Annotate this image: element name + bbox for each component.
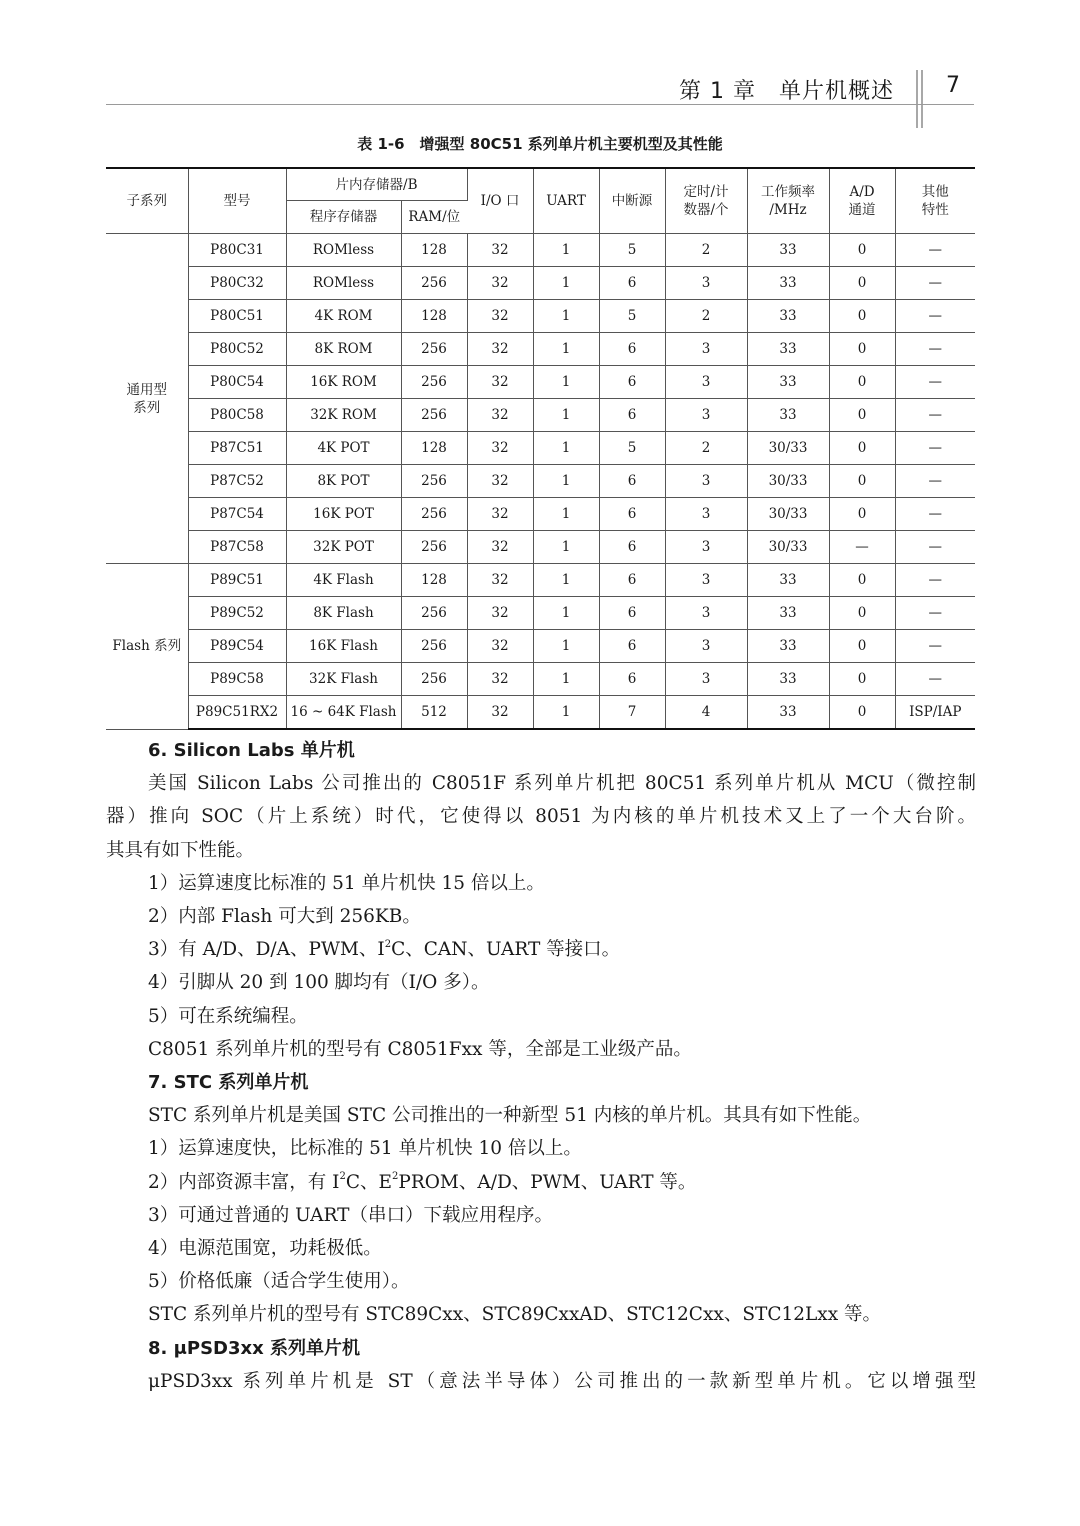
cell-ad: 0 — [829, 267, 895, 300]
text-segment: 2）内部资源丰富，有 I — [148, 1171, 340, 1193]
cell-ram: 128 — [401, 432, 467, 465]
paragraph-line: 其具有如下性能。 — [106, 839, 255, 861]
cell-program-memory: 16K Flash — [286, 630, 401, 663]
cell-ad: 0 — [829, 696, 895, 730]
header-subseries: 子系列 — [106, 168, 188, 234]
cell-model: P87C51 — [188, 432, 286, 465]
text-segment: C、CAN、UART 等接口。 — [391, 939, 621, 961]
list-item: 3）可通过普通的 UART（串口）下载应用程序。 — [148, 1204, 553, 1226]
list-item: 4）电源范围宽，功耗极低。 — [148, 1238, 382, 1260]
cell-program-memory: ROMless — [286, 267, 401, 300]
cell-ram: 256 — [401, 597, 467, 630]
body-text — [106, 734, 976, 1398]
header-interrupts: 中断源 — [599, 168, 665, 234]
cell-ram: 256 — [401, 498, 467, 531]
table-row — [106, 597, 975, 630]
cell-io: 32 — [467, 630, 533, 663]
cell-ad: — — [829, 531, 895, 564]
paragraph: STC 系列单片机的型号有 STC89Cxx、STC89CxxAD、STC12Cxx、STC12Lxx 等。 — [148, 1304, 882, 1326]
cell-interrupts: 6 — [599, 267, 665, 300]
cell-ram: 128 — [401, 300, 467, 333]
cell-io: 32 — [467, 531, 533, 564]
table-row — [106, 498, 975, 531]
cell-interrupts: 6 — [599, 663, 665, 696]
table-caption: 表 1-6 增强型 80C51 系列单片机主要机型及其性能 — [357, 135, 723, 153]
cell-frequency: 33 — [747, 300, 829, 333]
cell-io: 32 — [467, 564, 533, 597]
paragraph-line: 器）推向 SOC（片上系统）时代，它使得以 8051 为内核的单片机技术又上了一个大台阶。 — [106, 806, 976, 828]
cell-ram: 256 — [401, 333, 467, 366]
cell-io: 32 — [467, 267, 533, 300]
cell-uart: 1 — [533, 564, 599, 597]
list-item: 4）引脚从 20 到 100 脚均有（I/O 多）。 — [148, 972, 490, 994]
cell-uart: 1 — [533, 300, 599, 333]
cell-io: 32 — [467, 597, 533, 630]
header-memory: 片内存储器/B — [286, 168, 467, 201]
cell-timers: 3 — [665, 597, 747, 630]
cell-timers: 3 — [665, 531, 747, 564]
cell-other: — — [895, 432, 975, 465]
header-other: 其他 特性 — [895, 168, 975, 234]
cell-timers: 3 — [665, 399, 747, 432]
cell-timers: 3 — [665, 333, 747, 366]
cell-frequency: 33 — [747, 630, 829, 663]
spec-table — [106, 167, 975, 730]
cell-model: P80C54 — [188, 366, 286, 399]
cell-other: ISP/IAP — [895, 696, 975, 730]
table-row — [106, 267, 975, 300]
header-frequency: 工作频率 /MHz — [747, 168, 829, 234]
cell-io: 32 — [467, 399, 533, 432]
cell-ram: 256 — [401, 366, 467, 399]
cell-ad: 0 — [829, 498, 895, 531]
cell-other: — — [895, 663, 975, 696]
cell-ad: 0 — [829, 465, 895, 498]
paragraph-line: 美国 Silicon Labs 公司推出的 C8051F 系列单片机把 80C51 系列单片机从 MCU（微控制 — [148, 773, 976, 795]
header-io: I/O 口 — [467, 168, 533, 234]
cell-ram: 256 — [401, 399, 467, 432]
cell-ram: 256 — [401, 663, 467, 696]
cell-ram: 256 — [401, 267, 467, 300]
cell-other: — — [895, 366, 975, 399]
cell-frequency: 33 — [747, 564, 829, 597]
paragraph: STC 系列单片机是美国 STC 公司推出的一种新型 51 内核的单片机。其具有如下性能。 — [148, 1105, 872, 1127]
cell-uart: 1 — [533, 267, 599, 300]
cell-frequency: 33 — [747, 663, 829, 696]
cell-subseries: 通用型 系列 — [106, 234, 188, 564]
cell-other: — — [895, 333, 975, 366]
cell-program-memory: 8K ROM — [286, 333, 401, 366]
cell-uart: 1 — [533, 234, 599, 267]
cell-io: 32 — [467, 663, 533, 696]
cell-other: — — [895, 267, 975, 300]
cell-uart: 1 — [533, 531, 599, 564]
cell-uart: 1 — [533, 663, 599, 696]
cell-ad: 0 — [829, 597, 895, 630]
table-row — [106, 564, 975, 597]
cell-model: P87C54 — [188, 498, 286, 531]
cell-uart: 1 — [533, 597, 599, 630]
cell-other: — — [895, 399, 975, 432]
cell-frequency: 33 — [747, 234, 829, 267]
cell-timers: 3 — [665, 366, 747, 399]
cell-io: 32 — [467, 300, 533, 333]
paragraph-line: μPSD3xx 系列单片机是 ST（意法半导体）公司推出的一款新型单片机。它以增强型 — [148, 1370, 976, 1392]
cell-interrupts: 5 — [599, 300, 665, 333]
cell-model: P89C52 — [188, 597, 286, 630]
cell-program-memory: 16K POT — [286, 498, 401, 531]
table-row — [106, 366, 975, 399]
cell-program-memory: 32K ROM — [286, 399, 401, 432]
cell-timers: 2 — [665, 432, 747, 465]
cell-timers: 3 — [665, 663, 747, 696]
cell-program-memory: 16K ROM — [286, 366, 401, 399]
cell-io: 32 — [467, 696, 533, 730]
cell-interrupts: 5 — [599, 432, 665, 465]
cell-frequency: 30/33 — [747, 531, 829, 564]
cell-program-memory: 4K Flash — [286, 564, 401, 597]
cell-uart: 1 — [533, 333, 599, 366]
cell-ad: 0 — [829, 564, 895, 597]
cell-model: P80C51 — [188, 300, 286, 333]
cell-ad: 0 — [829, 663, 895, 696]
cell-uart: 1 — [533, 432, 599, 465]
header-model: 型号 — [188, 168, 286, 234]
cell-timers: 2 — [665, 300, 747, 333]
cell-timers: 2 — [665, 234, 747, 267]
cell-program-memory: ROMless — [286, 234, 401, 267]
page-number: 7 — [946, 73, 960, 98]
cell-interrupts: 6 — [599, 333, 665, 366]
cell-other: — — [895, 630, 975, 663]
cell-program-memory: 16 ~ 64K Flash — [286, 696, 401, 730]
list-item: 1）运算速度比标准的 51 单片机快 15 倍以上。 — [148, 872, 545, 894]
list-item: 2）内部 Flash 可大到 256KB。 — [148, 906, 421, 928]
cell-interrupts: 6 — [599, 399, 665, 432]
list-item: 1）运算速度快，比标准的 51 单片机快 10 倍以上。 — [148, 1138, 582, 1160]
text-segment: PROM、A/D、PWM、UART 等。 — [398, 1171, 697, 1193]
cell-interrupts: 6 — [599, 498, 665, 531]
cell-program-memory: 8K POT — [286, 465, 401, 498]
header-timers: 定时/计 数器/个 — [665, 168, 747, 234]
cell-other: — — [895, 300, 975, 333]
cell-interrupts: 5 — [599, 234, 665, 267]
cell-interrupts: 7 — [599, 696, 665, 730]
cell-ad: 0 — [829, 630, 895, 663]
cell-interrupts: 6 — [599, 564, 665, 597]
table-row — [106, 300, 975, 333]
cell-frequency: 33 — [747, 333, 829, 366]
table-header-row — [106, 168, 975, 201]
header-ad: A/D 通道 — [829, 168, 895, 234]
cell-frequency: 33 — [747, 267, 829, 300]
table-row — [106, 663, 975, 696]
cell-io: 32 — [467, 333, 533, 366]
cell-timers: 3 — [665, 564, 747, 597]
cell-ram: 256 — [401, 531, 467, 564]
text-segment: C、E — [345, 1171, 393, 1193]
superscript: 2 — [392, 1171, 399, 1183]
paragraph: C8051 系列单片机的型号有 C8051Fxx 等，全部是工业级产品。 — [148, 1038, 692, 1060]
header-divider-bars — [916, 70, 924, 128]
cell-ad: 0 — [829, 234, 895, 267]
list-item — [106, 933, 976, 966]
cell-model: P89C58 — [188, 663, 286, 696]
cell-uart: 1 — [533, 696, 599, 730]
cell-program-memory: 32K Flash — [286, 663, 401, 696]
superscript: 2 — [384, 939, 392, 951]
cell-program-memory: 8K Flash — [286, 597, 401, 630]
cell-ram: 256 — [401, 465, 467, 498]
header-ram: RAM/位 — [401, 201, 467, 234]
cell-timers: 4 — [665, 696, 747, 730]
cell-frequency: 30/33 — [747, 465, 829, 498]
cell-interrupts: 6 — [599, 465, 665, 498]
cell-other: — — [895, 498, 975, 531]
table-row — [106, 630, 975, 663]
cell-interrupts: 6 — [599, 597, 665, 630]
list-item — [106, 1166, 976, 1199]
cell-model: P87C52 — [188, 465, 286, 498]
cell-uart: 1 — [533, 498, 599, 531]
header-program-memory: 程序存储器 — [286, 201, 401, 234]
superscript: 2 — [339, 1171, 346, 1183]
cell-model: P89C51 — [188, 564, 286, 597]
cell-timers: 3 — [665, 465, 747, 498]
cell-model: P89C51RX2 — [188, 696, 286, 730]
table-body — [106, 234, 975, 730]
cell-frequency: 33 — [747, 366, 829, 399]
cell-interrupts: 6 — [599, 531, 665, 564]
cell-io: 32 — [467, 366, 533, 399]
cell-other: — — [895, 465, 975, 498]
cell-frequency: 30/33 — [747, 432, 829, 465]
cell-ad: 0 — [829, 300, 895, 333]
cell-timers: 3 — [665, 267, 747, 300]
cell-frequency: 33 — [747, 696, 829, 730]
cell-io: 32 — [467, 465, 533, 498]
section-heading-silicon-labs: 6. Silicon Labs 单片机 — [148, 740, 355, 761]
section-heading-stc: 7. STC 系列单片机 — [148, 1072, 309, 1094]
cell-model: P87C58 — [188, 531, 286, 564]
cell-interrupts: 6 — [599, 630, 665, 663]
cell-model: P80C32 — [188, 267, 286, 300]
cell-uart: 1 — [533, 399, 599, 432]
table-row — [106, 234, 975, 267]
cell-other: — — [895, 531, 975, 564]
chapter-title: 第 1 章 单片机概述 — [679, 79, 894, 104]
cell-io: 32 — [467, 498, 533, 531]
table-row — [106, 399, 975, 432]
cell-timers: 3 — [665, 498, 747, 531]
cell-ad: 0 — [829, 366, 895, 399]
table-row — [106, 465, 975, 498]
cell-io: 32 — [467, 432, 533, 465]
cell-other: — — [895, 597, 975, 630]
cell-program-memory: 4K POT — [286, 432, 401, 465]
cell-frequency: 30/33 — [747, 498, 829, 531]
cell-timers: 3 — [665, 630, 747, 663]
cell-ad: 0 — [829, 432, 895, 465]
header-rule — [106, 104, 974, 105]
cell-interrupts: 6 — [599, 366, 665, 399]
cell-program-memory: 32K POT — [286, 531, 401, 564]
cell-ram: 256 — [401, 630, 467, 663]
cell-model: P80C58 — [188, 399, 286, 432]
cell-frequency: 33 — [747, 399, 829, 432]
table-row — [106, 432, 975, 465]
header-uart: UART — [533, 168, 599, 234]
cell-ram: 512 — [401, 696, 467, 730]
cell-ad: 0 — [829, 333, 895, 366]
cell-other: — — [895, 234, 975, 267]
list-item: 5）价格低廉（适合学生使用）。 — [148, 1271, 410, 1293]
table-row — [106, 333, 975, 366]
cell-subseries: Flash 系列 — [106, 564, 188, 730]
cell-ram: 128 — [401, 234, 467, 267]
cell-model: P80C52 — [188, 333, 286, 366]
cell-uart: 1 — [533, 366, 599, 399]
cell-program-memory: 4K ROM — [286, 300, 401, 333]
cell-model: P89C54 — [188, 630, 286, 663]
text-segment: 3）有 A/D、D/A、PWM、I — [148, 939, 385, 961]
cell-model: P80C31 — [188, 234, 286, 267]
cell-other: — — [895, 564, 975, 597]
cell-frequency: 33 — [747, 597, 829, 630]
cell-uart: 1 — [533, 630, 599, 663]
section-heading-upsd3xx: 8. μPSD3xx 系列单片机 — [148, 1337, 360, 1359]
cell-uart: 1 — [533, 465, 599, 498]
page-header — [106, 70, 974, 106]
cell-ram: 128 — [401, 564, 467, 597]
cell-ad: 0 — [829, 399, 895, 432]
list-item: 5）可在系统编程。 — [148, 1005, 308, 1027]
table-row — [106, 696, 975, 730]
cell-io: 32 — [467, 234, 533, 267]
table-row — [106, 531, 975, 564]
